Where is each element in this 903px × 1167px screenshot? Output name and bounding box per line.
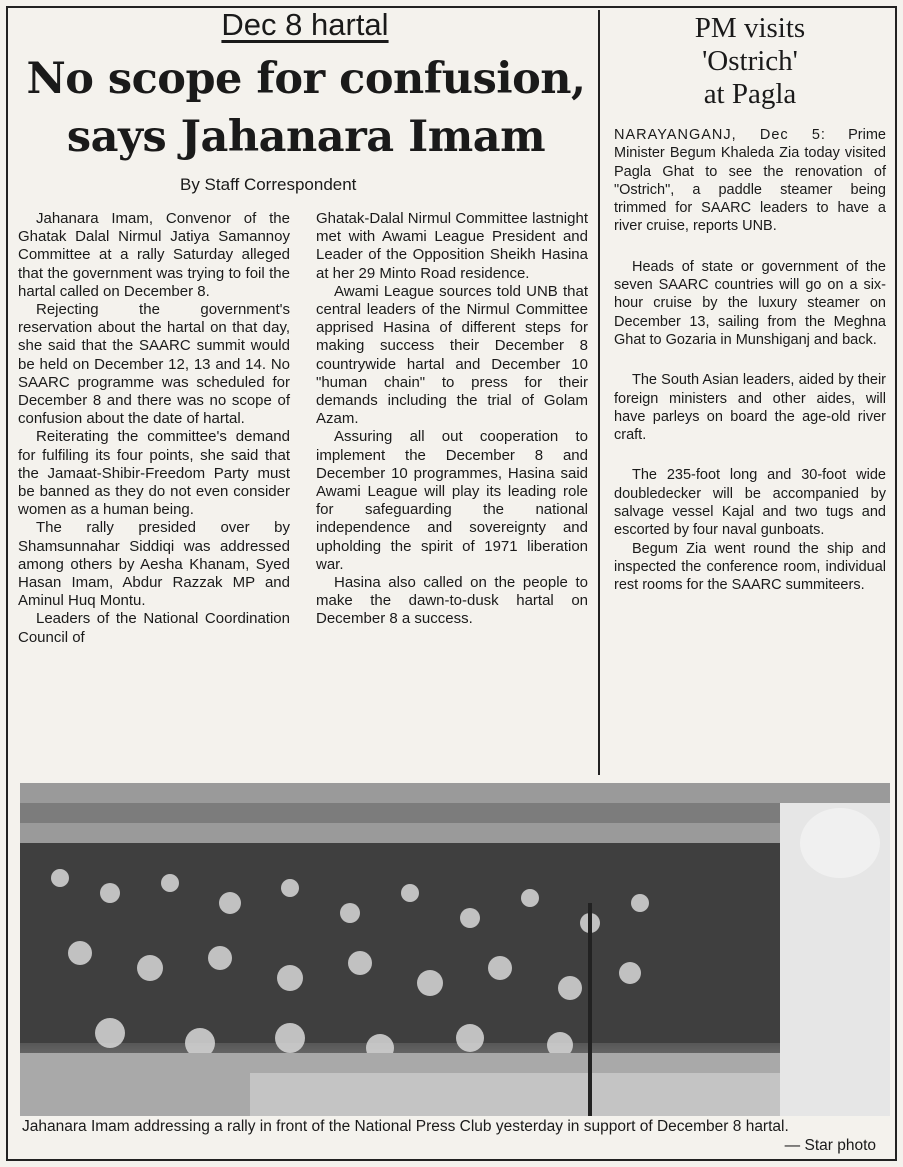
paragraph-text: Prime Minister Begum Khaleda Zia today visited Pagla Ghat to see the renovation of "Ostrich", a paddle steamer being trimmed for SAARC leaders to have a river cruise, reports UNB. — [614, 127, 886, 235]
frame-right-rule — [895, 6, 897, 1161]
paragraph: Begum Zia went round the ship and inspected the conference room, individual rest rooms for the SAARC summiteers. — [614, 540, 886, 594]
paragraph — [614, 126, 886, 236]
sidebar-headline — [610, 12, 890, 111]
paragraph: Ghatak-Dalal Nirmul Committee lastnight met with Awami League President and Leader of the Opposition Sheikh Hasina at her 29 Minto Road residence. — [316, 210, 588, 282]
photo-credit: — Star photo — [784, 1137, 876, 1154]
sidebar-headline-line: PM visits — [694, 12, 806, 44]
paragraph: Hasina also called on the people to make the dawn-to-dusk hartal on December 8 a success. — [316, 574, 588, 628]
rally-photo — [20, 783, 890, 1116]
story-headline: No scope for confusion, says Jahanara Imam — [26, 54, 586, 162]
photo-caption-text: Jahanara Imam addressing a rally in front of the National Press Club yesterday in support of December 8 hartal. — [22, 1118, 789, 1135]
sidebar-headline-line: 'Ostrich' — [702, 45, 798, 77]
paragraph: Heads of state or government of the seven SAARC countries will go on a six-hour cruise by the luxury steamer on December 13, sailing from the Meghna Ghat to Gozaria in Munshiganj and back. — [614, 258, 886, 348]
sidebar-column — [614, 126, 886, 617]
paragraph: The 235-foot long and 30-foot wide doubledecker will be accompanied by salvage vessel Kajal and two tugs and escorted by four naval gunboats. — [614, 467, 886, 539]
paragraph: Assuring all out cooperation to implement the December 8 and December 10 programmes, Hasina said Awami League will play its leading role for safeguarding the national independence and sovereignty and upholding the spirit of 1971 liberation war. — [316, 428, 588, 573]
frame-top-rule — [6, 6, 897, 8]
frame-left-rule — [6, 6, 8, 1161]
photo-caption — [22, 1117, 882, 1154]
frame-bottom-rule — [6, 1159, 897, 1161]
story-byline: By Staff Correspondent — [180, 175, 357, 194]
paragraph: Jahanara Imam, Convenor of the Ghatak Dalal Nirmul Jatiya Samannoy Committee at a rally Saturday alleged that the government was trying to foil the hartal called on December 8. — [18, 210, 290, 300]
paragraph: Awami League sources told UNB that central leaders of the Nirmul Committee apprised Hasina of different steps for making success their December 8 countrywide hartal and December 10 "human chain" to press for their demands including the trial of Golam Azam. — [316, 282, 588, 428]
paragraph: Rejecting the government's reservation about the hartal on that day, she said that the SAARC summit would be held on December 12, 13 and 14. No SAARC programme was scheduled for December 8 and there was no scope of confusion about the date of hartal. — [18, 301, 290, 428]
dateline: NARAYANGANJ, Dec 5: — [614, 127, 826, 143]
story-kicker: Dec 8 hartal — [221, 7, 389, 42]
rally-photo-image — [20, 783, 890, 1116]
story-column-2 — [316, 210, 588, 629]
paragraph: The rally presided over by Shamsunnahar Siddiqi was addressed among others by Aesha Khanam, Syed Hasan Imam, Abdur Razzak MP and Aminul Huq Montu. — [18, 519, 290, 610]
story-column-1 — [18, 210, 290, 647]
paragraph: The South Asian leaders, aided by their foreign ministers and other aides, will have parleys on board the age-old river craft. — [614, 372, 886, 444]
sidebar-headline-line: at Pagla — [703, 78, 797, 110]
paragraph: Reiterating the committee's demand for fulfiling its four points, she said that the Jamaat-Shibir-Freedom Party must be banned as they do not even consider women as a human being. — [18, 428, 290, 519]
paragraph: Leaders of the National Coordination Council of — [18, 610, 290, 646]
column-divider — [598, 10, 600, 775]
